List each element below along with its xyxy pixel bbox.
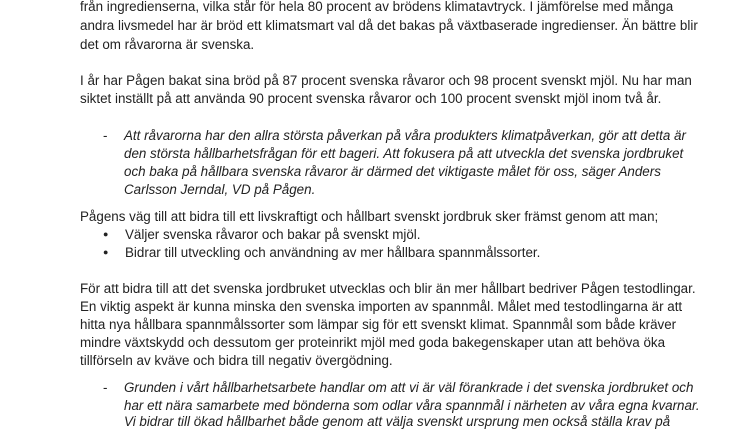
paragraph-2-line-1: I år har Pågen bakat sina bröd på 87 procent svenska råvaror och 98 procent svenskt mjöl. Nu har man (80, 73, 692, 88)
paragraph-4-line-4: mindre växtskydd och dessutom ger proteinrikt mjöl med goda bakegenskaper utan att behöva öka (80, 335, 666, 350)
quote-2-line-1: Grunden i vårt hållbarhetsarbete handlar om att vi är väl förankrade i det svenska jordbruket och (124, 380, 694, 395)
bullet-2-text: Bidrar till utveckling och användning av mer hållbara spannmålssorter. (125, 245, 541, 260)
quote-1-line-4: Carlsson Jerndal, VD på Pågen. (124, 182, 316, 197)
quote-2-line-2: har ett nära samarbete med bönderna som odlar våra spannmål i närheten av våra egna kvarnar. (124, 398, 700, 413)
bullet-2-symbol: ● (103, 247, 109, 257)
quote-1-line-3: och baka på hållbara svenska råvaror är därmed det viktigaste målet för oss, säger Anders (124, 164, 661, 179)
quote-1-line-2: den största hållbarhetsfrågan för ett bageri. Att fokusera på att utveckla det svenska jordbruket (124, 146, 684, 161)
paragraph-1-line-2: andra livsmedel har är bröd ett klimatsmart val då det bakas på växtbaserade ingredienser. Än bättre blir (80, 18, 698, 33)
quote-2-dash: - (103, 380, 108, 395)
paragraph-4-line-1: För att bidra till att det svenska jordbruket utvecklas och blir än mer hållbart bedriver Pågen testodlingar. (80, 281, 696, 296)
paragraph-4-line-2: En viktig aspekt är kunna minska den svenska importen av spannmål. Målet med testodlingarna är att (80, 299, 683, 314)
paragraph-4-line-5: tillförseln av kväve och bidra till negativ övergödning. (80, 353, 393, 368)
quote-1-dash: - (103, 128, 108, 143)
bullet-1-symbol: ● (103, 229, 109, 239)
quote-1-line-1: Att råvarorna har den allra största påverkan på våra produkters klimatpåverkan, gör att detta är (124, 128, 686, 143)
paragraph-4-line-3: hitta nya hållbara spannmålssorter som lämpar sig för ett svenskt klimat. Spannmål som både kräver (80, 317, 677, 332)
paragraph-2-line-2: siktet inställt på att använda 90 procent svenska råvaror och 100 procent svenskt mjöl inom två år. (80, 91, 662, 106)
bullet-1-text: Väljer svenska råvaror och bakar på svenskt mjöl. (125, 227, 421, 242)
paragraph-1-line-3: det om råvarorna är svenska. (80, 37, 255, 52)
quote-2-line-3: Vi bidrar till ökad hållbarhet både genom att välja svenskt ursprung men också ställa krav på (124, 414, 671, 429)
paragraph-3-intro: Pågens väg till att bidra till ett livskraftigt och hållbart svenskt jordbruk sker främst genom att man; (80, 209, 659, 224)
paragraph-1-line-1: från ingredienserna, vilka står för hela 80 procent av brödens klimatavtryck. I jämförelse med många (80, 0, 674, 14)
